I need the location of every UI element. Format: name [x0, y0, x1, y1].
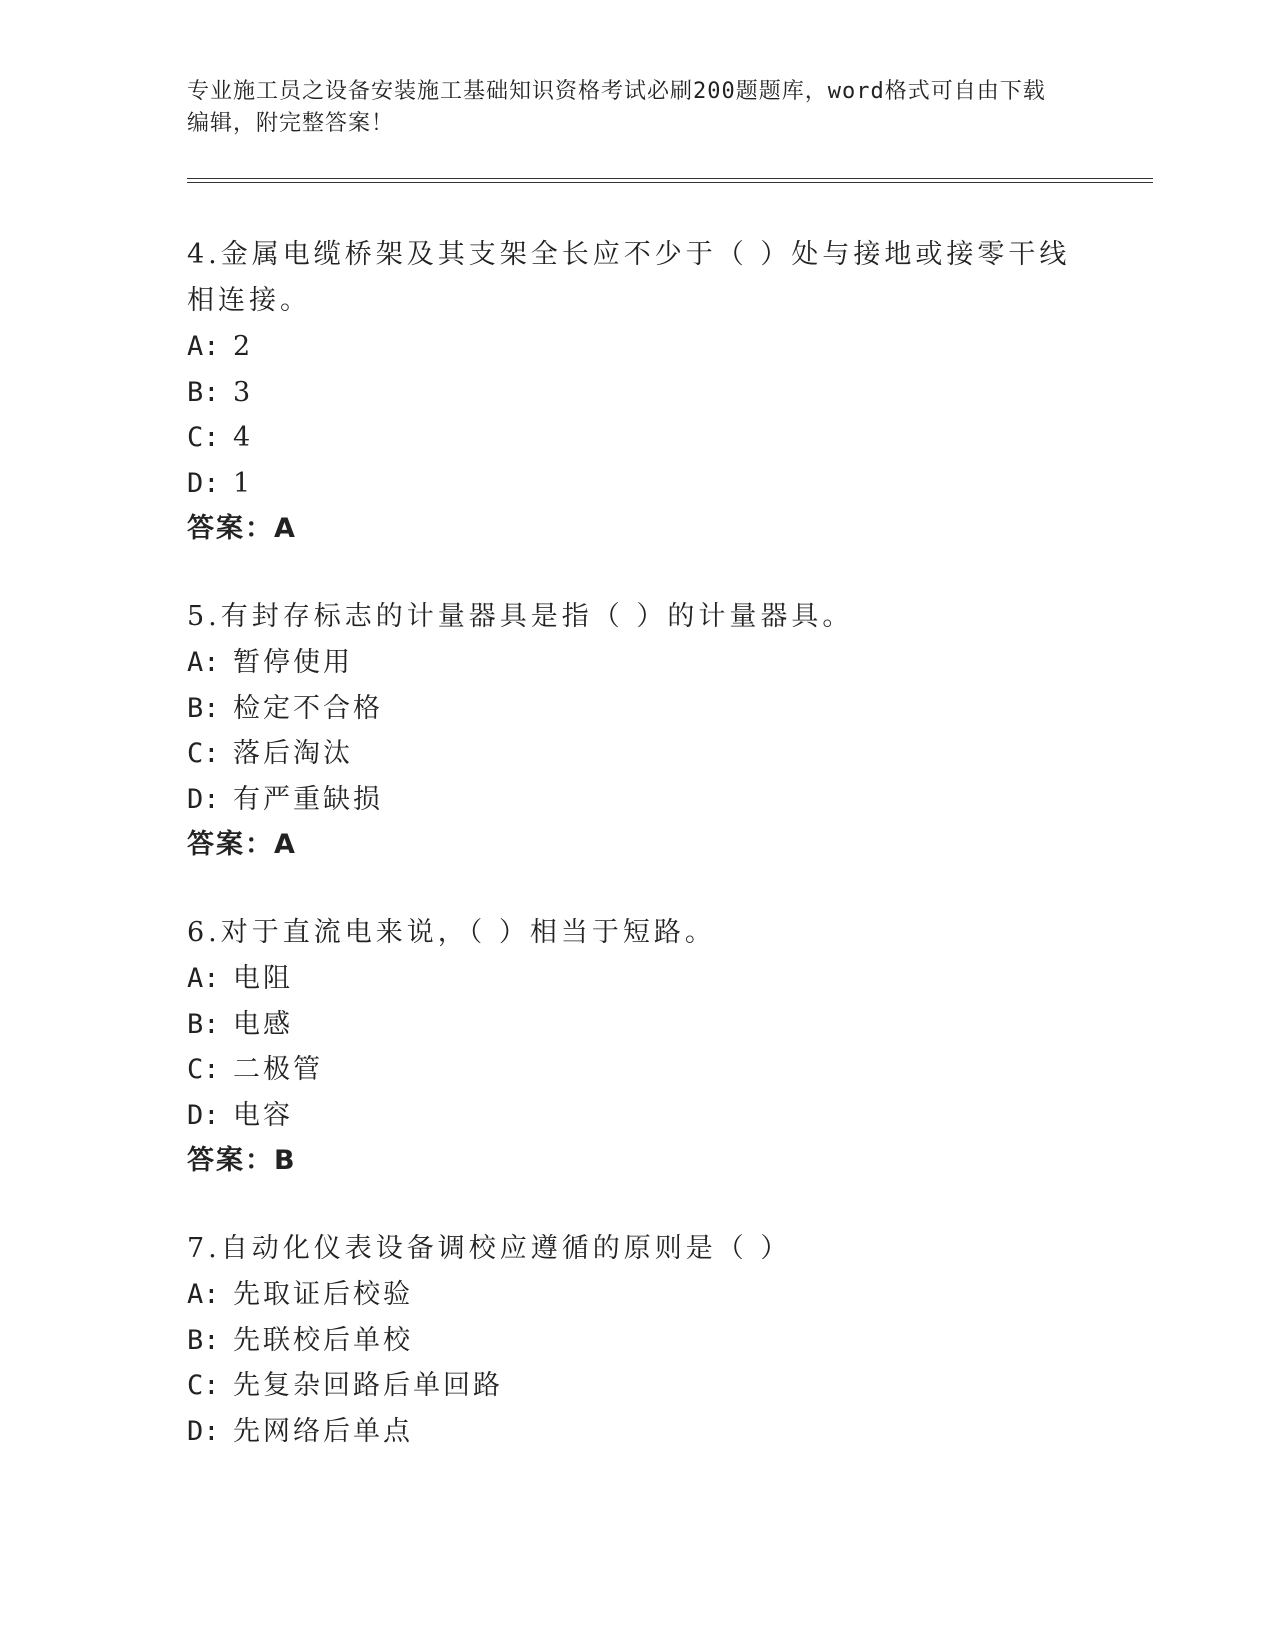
- option-text: 电容: [233, 1099, 293, 1131]
- option-a: [187, 1272, 1087, 1318]
- option-letter: C:: [187, 1370, 220, 1401]
- option-text: 电阻: [233, 963, 293, 994]
- question-stem: 7.自动化仪表设备调校应遵循的原则是（ ）: [187, 1233, 792, 1264]
- option-a: [187, 956, 1087, 1002]
- option-text: 先复杂回路后单回路: [233, 1370, 503, 1401]
- option-letter: A:: [187, 331, 220, 362]
- option-letter: D:: [187, 783, 220, 815]
- option-text: 先网络后单点: [233, 1415, 413, 1447]
- option-text: 3: [233, 376, 254, 408]
- option-d: [187, 461, 1087, 507]
- option-text: 先取证后校验: [233, 1279, 413, 1310]
- option-letter: D:: [187, 1099, 220, 1131]
- option-text: 2: [233, 331, 254, 362]
- question-stem: 5.有封存标志的计量器具是指（ ）的计量器具。: [187, 601, 854, 632]
- question-list: [187, 232, 1087, 1496]
- option-letter: B:: [187, 692, 220, 724]
- option-letter: C:: [187, 422, 220, 453]
- option-b: [187, 1002, 1087, 1048]
- question-item: [187, 232, 1087, 552]
- question-item: [187, 1226, 1087, 1454]
- header-divider: [187, 178, 1153, 183]
- option-d: [187, 777, 1087, 823]
- option-text: 1: [233, 467, 254, 499]
- question-stem: 6.对于直流电来说，（ ）相当于短路。: [187, 917, 716, 948]
- option-letter: D:: [187, 1415, 220, 1447]
- option-letter: B:: [187, 376, 220, 408]
- answer-line: 答案：B: [187, 1145, 297, 1176]
- option-a: [187, 640, 1087, 686]
- question-stem: 4.金属电缆桥架及其支架全长应不少于（ ）处与接地或接零干线相连接。: [187, 239, 1071, 316]
- option-c: [187, 415, 1087, 461]
- option-letter: A:: [187, 963, 220, 994]
- option-text: 落后淘汰: [233, 738, 353, 769]
- option-d: [187, 1409, 1087, 1455]
- option-text: 4: [233, 422, 254, 453]
- document-header: 专业施工员之设备安装施工基础知识资格考试必刷200题题库，word格式可自由下载编辑，附完整答案！: [187, 79, 1046, 136]
- option-text: 检定不合格: [233, 692, 383, 724]
- option-text: 电感: [233, 1008, 293, 1040]
- option-c: [187, 1363, 1087, 1409]
- answer-line: 答案：A: [187, 513, 297, 544]
- option-letter: C:: [187, 738, 220, 769]
- question-item: [187, 594, 1087, 868]
- option-letter: C:: [187, 1054, 220, 1085]
- option-text: 暂停使用: [233, 647, 353, 678]
- question-item: [187, 910, 1087, 1184]
- answer-line: 答案：A: [187, 829, 297, 860]
- option-b: [187, 370, 1087, 416]
- option-letter: A:: [187, 647, 220, 678]
- option-text: 有严重缺损: [233, 783, 383, 815]
- option-text: 二极管: [233, 1054, 323, 1085]
- option-a: [187, 324, 1087, 370]
- option-b: [187, 686, 1087, 732]
- option-letter: A:: [187, 1279, 220, 1310]
- option-letter: B:: [187, 1324, 220, 1356]
- option-d: [187, 1093, 1087, 1139]
- option-letter: D:: [187, 467, 220, 499]
- option-c: [187, 731, 1087, 777]
- option-c: [187, 1047, 1087, 1093]
- option-letter: B:: [187, 1008, 220, 1040]
- option-text: 先联校后单校: [233, 1324, 413, 1356]
- option-b: [187, 1318, 1087, 1364]
